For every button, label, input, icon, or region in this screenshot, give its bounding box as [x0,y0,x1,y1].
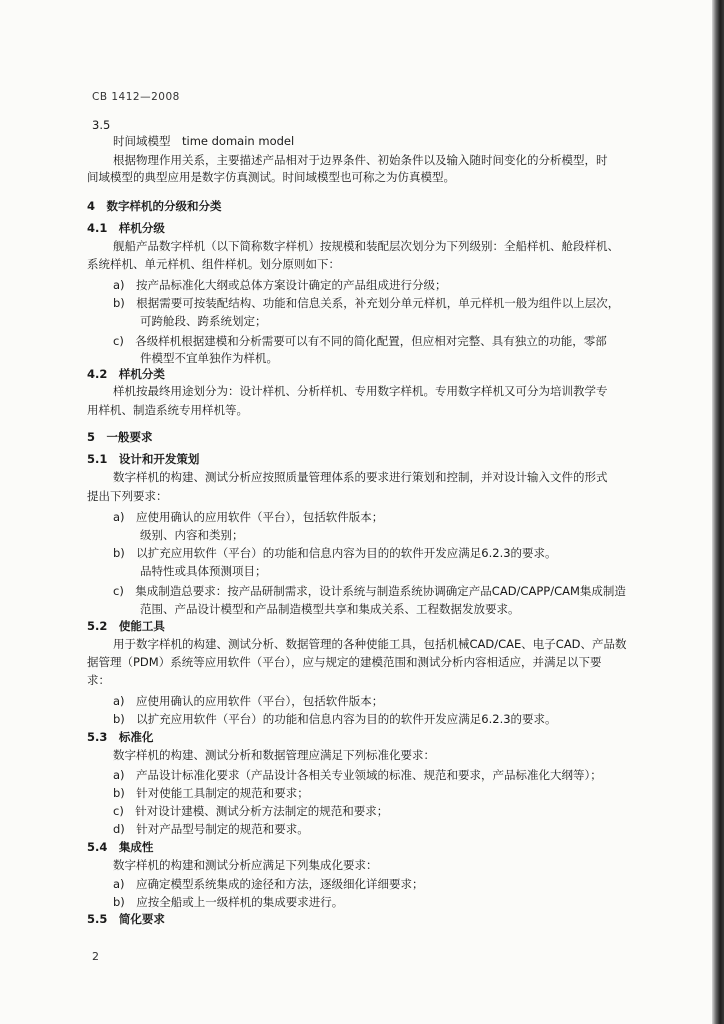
doc-code-header: CB 1412—2008 [92,91,180,103]
section-5-2-paragraph-line: 用于数字样机的构建、测试分析、数据管理的各种使能工具，包括机械CAD/CAE、电子CAD、产品数 [113,637,627,651]
section-4-2-paragraph-line: 用样机、制造系统专用样机等。 [87,403,248,417]
section-4-1-paragraph-line: 舰船产品数字样机（以下简称数字样机）按规模和装配层次划分为下列级别：全船样机、舱段样机、 [113,239,619,253]
section-5-3-heading: 5.3 标准化 [87,730,154,744]
list-item: d) 针对产品型号制定的规范和要求。 [113,822,309,836]
section-5-1-heading: 5.1 设计和开发策划 [87,452,200,466]
section-5-heading: 5 一般要求 [87,430,153,444]
list-item: c) 集成制造总要求：按产品研制需求，设计系统与制造系统协调确定产品CAD/CAPP/CAM集成制造 [113,584,626,598]
list-item: b) 应按全船或上一级样机的集成要求进行。 [113,895,344,909]
list-item: a) 产品设计标准化要求（产品设计各相关专业领域的标准、规范和要求，产品标准化大纲等）； [113,768,602,782]
list-item: c) 针对设计建模、测试分析方法制定的规范和要求； [113,804,389,818]
list-item: a) 按产品标准化大纲或总体方案设计确定的产品组成进行分级； [113,278,447,292]
list-item: b) 根据需要可按装配结构、功能和信息关系，补充划分单元样机，单元样机一般为组件以上层次， [113,296,620,310]
list-item-continuation: 件模型不宜单独作为样机。 [140,351,278,365]
section-3-5-paragraph-line: 根据物理作用关系，主要描述产品相对于边界条件、初始条件以及输入随时间变化的分析模型，时 [113,153,608,167]
list-item: c) 各级样机根据建模和分析需要可以有不同的简化配置，但应相对完整、具有独立的功能，零部 [113,334,607,348]
list-item: b) 针对使能工具制定的规范和要求； [113,786,309,800]
section-4-1-paragraph-line: 系统样机、单元样机、组件样机。划分原则如下： [87,257,340,271]
list-item-continuation: 品特性或具体预测项目； [140,564,267,578]
section-3-5-number: 3.5 [92,118,111,132]
section-3-5-term: 时间域模型 time domain model [113,134,295,148]
list-item-continuation: 可跨舱段、跨系统划定； [140,314,267,328]
section-5-5-heading: 5.5 简化要求 [87,912,165,926]
section-4-2-heading: 4.2 样机分类 [87,367,165,381]
page-number: 2 [92,950,99,963]
list-item-continuation: 级别、内容和类别； [140,528,244,542]
section-3-5-paragraph-line: 间域模型的典型应用是数字仿真测试。时间域模型也可称之为仿真模型。 [87,170,455,184]
section-4-heading: 4 数字样机的分级和分类 [87,199,222,213]
list-item: a) 应确定模型系统集成的途径和方法，逐级细化详细要求； [113,877,424,891]
list-item: b) 以扩充应用软件（平台）的功能和信息内容为目的的软件开发应满足6.2.3的要求。 [113,546,557,560]
section-4-2-paragraph-line: 样机按最终用途划分为：设计样机、分析样机、专用数字样机。专用数字样机又可分为培训教学专 [113,384,608,398]
section-4-1-heading: 4.1 样机分级 [87,221,165,235]
section-5-3-paragraph-line: 数字样机的构建、测试分析和数据管理应满足下列标准化要求： [113,748,435,762]
section-5-4-paragraph-line: 数字样机的构建和测试分析应满足下列集成化要求： [113,858,378,872]
list-item: a) 应使用确认的应用软件（平台），包括软件版本； [113,694,384,708]
section-5-2-heading: 5.2 使能工具 [87,619,165,633]
list-item: b) 以扩充应用软件（平台）的功能和信息内容为目的的软件开发应满足6.2.3的要求。 [113,712,557,726]
list-item: a) 应使用确认的应用软件（平台），包括软件版本； [113,510,384,524]
section-5-4-heading: 5.4 集成性 [87,840,154,854]
section-5-2-paragraph-line: 求： [87,673,110,687]
scan-edge-shadow [712,0,724,1024]
section-5-2-paragraph-line: 据管理（PDM）系统等应用软件（平台），应与规定的建模范围和测试分析内容相适应，并满足以下要 [87,655,602,669]
list-item-continuation: 范围、产品设计模型和产品制造模型共享和集成关系、工程数据发放要求。 [140,602,520,616]
section-5-1-paragraph-line: 数字样机的构建、测试分析应按照质量管理体系的要求进行策划和控制，并对设计输入文件的形式 [113,470,608,484]
section-5-1-paragraph-line: 提出下列要求： [87,489,168,503]
